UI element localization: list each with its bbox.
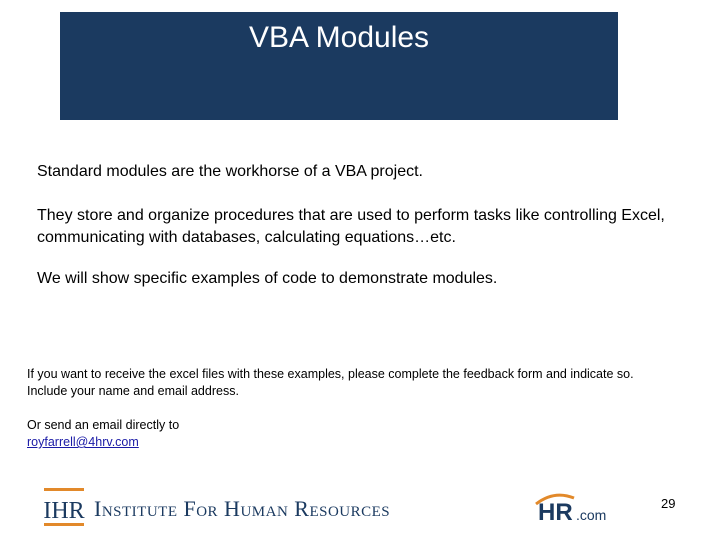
paragraph-standard-modules: Standard modules are the workhorse of a VBA project.: [37, 163, 423, 180]
page-number: 29: [661, 496, 676, 511]
title-banner: [60, 12, 618, 120]
email-note-text: Or send an email directly to: [27, 418, 180, 432]
ihr-name-text: Institute For Human Resources: [94, 496, 391, 521]
ihr-mark-text: IHR: [43, 498, 85, 524]
hr-logo-suffix: .com: [576, 507, 607, 523]
paragraph-procedures: They store and organize procedures that are used to perform tasks like controlling Excel, communicating with databases, calculating equations…etc.: [37, 207, 665, 246]
ihr-logo-mark-icon: [42, 486, 86, 528]
paragraph-examples: We will show specific examples of code to demonstrate modules.: [37, 270, 498, 287]
hr-com-logo: [534, 488, 626, 524]
slide-title: VBA Modules: [248, 21, 430, 54]
ihr-logo: [42, 486, 442, 528]
email-link[interactable]: royfarrell@4hrv.com: [27, 435, 139, 449]
feedback-note: If you want to receive the excel files with these examples, please complete the feedback form and indicate so. Include your name and email address.: [27, 367, 634, 398]
email-note: [27, 417, 667, 451]
hr-logo-text: HR: [538, 499, 573, 524]
